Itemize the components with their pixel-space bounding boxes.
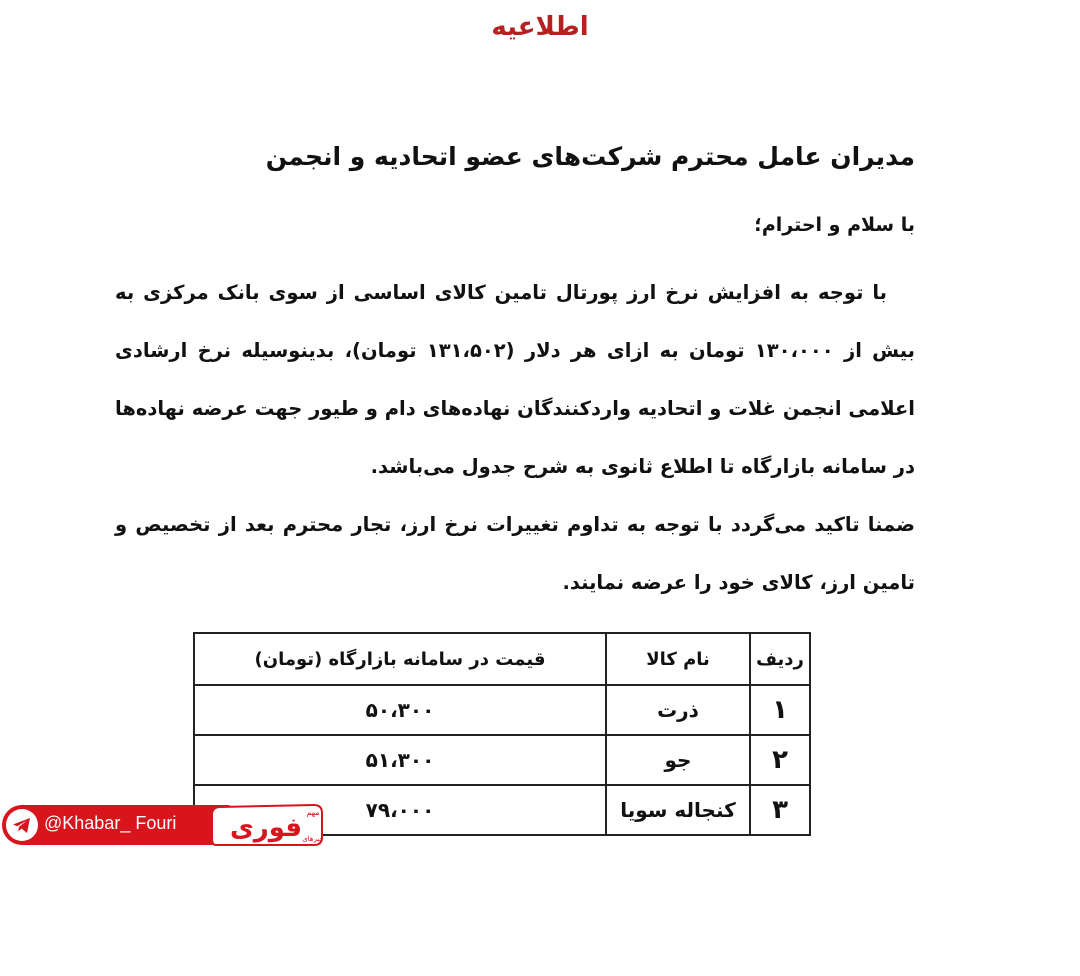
telegram-icon	[6, 809, 38, 841]
channel-watermark	[2, 803, 324, 847]
table-header-row	[194, 633, 810, 685]
channel-handle: @Khabar_ Fouri	[44, 813, 177, 833]
header-row-number: ردیف	[750, 633, 810, 685]
row-number: ۲	[750, 735, 810, 785]
row-number: ۱	[750, 685, 810, 735]
header-price: قیمت در سامانه بازارگاه (تومان)	[194, 633, 606, 685]
item-price: ۷۹،۰۰۰	[194, 785, 606, 835]
item-name: جو	[606, 735, 750, 785]
brand-small-bottom: خبرهای	[302, 835, 324, 843]
table-row	[194, 685, 810, 735]
notice-title: اطلاعیه	[491, 12, 589, 42]
item-name: ذرت	[606, 685, 750, 735]
brand-text: فوری	[229, 813, 303, 843]
notice-body	[115, 264, 915, 612]
row-number: ۳	[750, 785, 810, 835]
table-row	[194, 735, 810, 785]
recipient-heading: مدیران عامل محترم شرکت‌های عضو اتحادیه و انجمن	[265, 142, 915, 171]
item-name: کنجاله سویا	[606, 785, 750, 835]
body-paragraph-2: ضمنا تاکید می‌گردد با توجه به تداوم تغییرات نرخ ارز، تجار محترم بعد از تخصیص و تامین ارز، کالای خود را عرضه نمایند.	[115, 513, 915, 594]
body-paragraph-1: با توجه به افزایش نرخ ارز پورتال تامین کالای اساسی از سوی بانک مرکزی به بیش از ۱۳۰،۰۰۰ تومان به ازای هر دلار (۱۳۱،۵۰۲ تومان)، بدینوسیله نرخ ارشادی اعلامی انجمن غلات و اتحادیه واردکنندگان نهاده‌های دام و طیور جهت عرضه نهاده‌ها در سامانه بازارگاه تا اطلاع ثانوی به شرح جدول می‌باشد.	[115, 281, 916, 478]
greeting-line: با سلام و احترام؛	[754, 214, 915, 236]
header-item-name: نام کالا	[606, 633, 750, 685]
item-price: ۵۰،۳۰۰	[194, 685, 606, 735]
brand-logo	[210, 803, 324, 847]
brand-small-top: مهم	[306, 808, 320, 817]
item-price: ۵۱،۳۰۰	[194, 735, 606, 785]
